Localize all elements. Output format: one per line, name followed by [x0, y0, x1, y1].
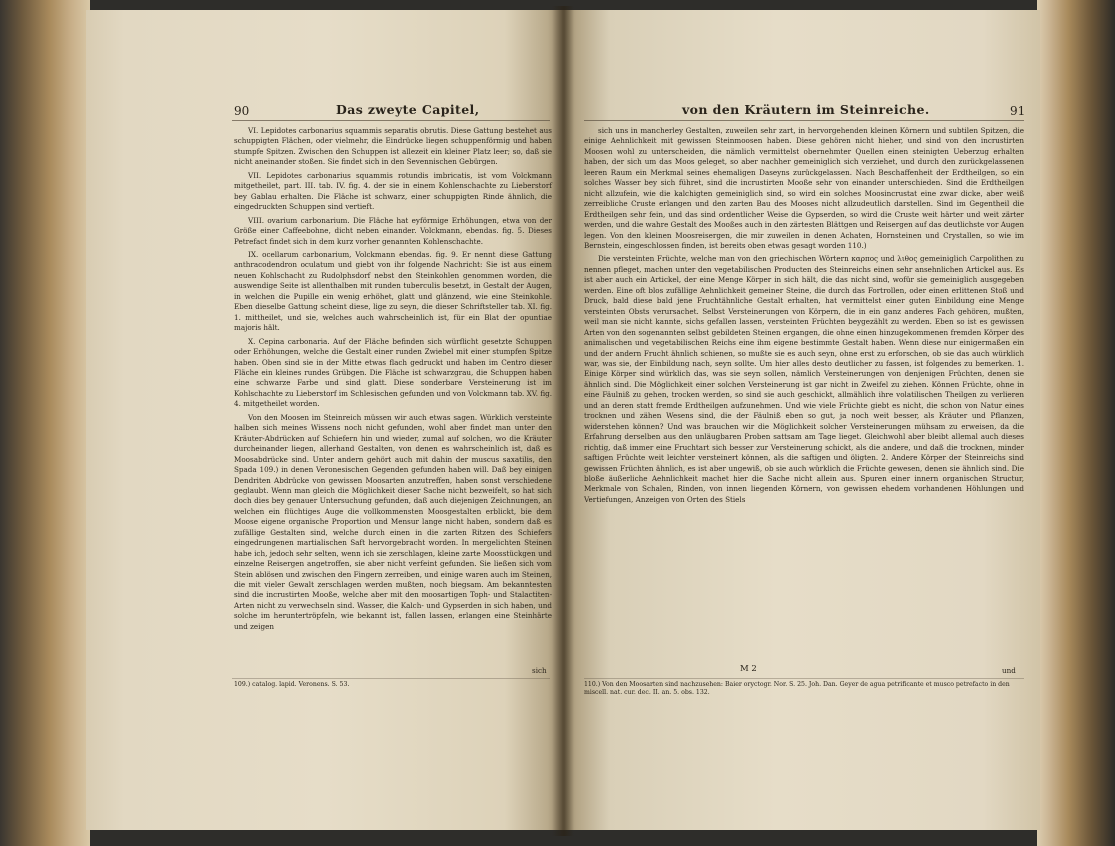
- page-number: 90: [234, 104, 250, 118]
- running-head: von den Kräutern im Steinreiche.: [682, 102, 930, 117]
- header-rule: [584, 120, 1024, 121]
- paragraph: Die versteinten Früchte, welche man von den griechischen Wörtern καρπος und λιθος gemeiniglich Carpolithen zu nennen pfleget, machen unter den vegetabilischen Producten des Steinreichs einen sehr ansehnlichen Artickel aus. Es ist aber auch ein Artickel, der eine Menge Körper in sich hält, die das nicht sind, wofür sie gemeiniglich ausgegeben werden. Eine oft blos zufällige Aehnlichkeit gemeiner Steine, die durch das Fortrollen, oder einen erlittenen Stoß und Druck, bald diese bald jene Fruchtähnliche Gestalt erhalten, hat vermittelst einer guten Einbildung eine Menge versteinten Obsts verursachet. Selbst Versteinerungen von Körpern, die in ein ganz anderes Fach gehören, mußten, weil man sie nicht kannte, sichs gefallen lassen, versteinten Früchten beygezählt zu werden. Eben so ist es gewissen Arten von den sogenannten selbst gebildeten Steinen ergangen, die ohne einen hinzugekommenen fremden Körper des animalischen und vegetabilischen Reichs eine ihm eigene bestimmte Gestalt haben. Wenn diese nur einigermaßen ein und der andern Frucht ähnlich schienen, so mußte sie es auch seyn, ohne erst zu erforschen, ob sie das auch würklich war, was sie, der Einbildung nach, seyn sollte. Um hier alles desto deutlicher zu fassen, ist folgendes zu bemerken. 1. Einige Körper sind würklich das, was sie seyn sollen, nämlich Versteinerungen von denjenigen Früchten, denen sie ähnlich sind. Die Möglichkeit einer solchen Versteinerung ist gar nicht in Zweifel zu ziehen. Können Früchte, ohne in eine Fäulniß zu gehen, trocken werden, so sind sie auch geschickt, allmählich ihre volatilischen Theilgen zu verlieren und an deren statt fremde Erdtheilgen aufzunehmen. Und wie viele Früchte giebt es nicht, die schon von Natur eines trocknen und zähen Wesens sind, die der Fäulniß eben so gut, ja noch weit besser, als Kräuter und Pflanzen, widerstehen können? Und was brauchen wir die Möglichkeit solcher Versteinerungen mühsam zu erweisen, da die Erfahrung derselben aus den unläugbaren Proben sattsam am Tage lieget. Gleichwohl aber bleibt allemal auch dieses richtig, daß immer eine Fruchtart sich besser zur Versteinerung schickt, als die andere, und daß die trocknen, minder saftigen Früchte weit leichter versteinert können, als die saftigen und öligten. 2. Andere Körper der Steinreichs sind gewissen Früchten ähnlich, es ist aber ungewiß, ob sie auch würklich die Früchte gewesen, denen sie ähnlich sind. Die bloße äußerliche Aehnlichkeit machet hier die Sache nicht allein aus. Spuren einer innern organischen Structur, Merkmale von Schalen, Rinden, von innen liegenden Körnern, von gewissen ehedem vorhandenen Höhlungen und Vertiefungen, Anzeigen von Orten des Stiels: [584, 254, 1024, 504]
- text-block: [584, 126, 1024, 506]
- right-page-edges: [1037, 0, 1115, 846]
- footnote: 109.) catalog. lapid. Veronens. S. 53.: [234, 681, 350, 688]
- footnote-rule: [232, 678, 550, 679]
- paragraph: IX. ocellarum carbonarium, Volckmann ebendas. fig. 9. Er nennt diese Gattung anthracodendron oculatum und giebt von ihr folgende Nachricht: Sie ist aus einem neuen Kohlschacht zu Rudolphsdorf nebst den Steinkohlen genommen worden, die auswendige Seite ist allenthalben mit runden tuberculis besetzt, in Gestalt der Augen, in welchen die Pupille ein wenig erhöhet, glatt und glänzend, wie eine Steinkohle. Eben dieselbe Gattung scheint diese, lige zu seyn, die dieser Schriftsteller tab. XI. fig. 1. mittheilet, und sie, welches auch wahrscheinlich ist, für ein Blat der opuntiae majoris hält.: [234, 249, 552, 333]
- signature-mark: M 2: [740, 664, 757, 674]
- paragraph: X. Cepina carbonaria. Auf der Fläche befinden sich würflicht gesetzte Schuppen oder Erhöhungen, welche die Gestalt einer runden Zwiebel mit einer stumpfen Spitze haben. Oben sind sie in der Mitte etwas flach gedruckt und haben im Centro dieser Fläche ein kleines rundes Grübgen. Die Fläche ist schwarzgrau, die Schuppen haben eine schwarze Farbe und sind glatt. Diese sonderbare Versteinerung ist im Kohlschachte zu Lieberstorf im Schlesischen gefunden und von Volckmann tab. XV. fig. 4. mitgetheilet worden.: [234, 336, 552, 409]
- paragraph: Von den Moosen im Steinreich müssen wir auch etwas sagen. Würklich versteinte halben sich meines Wissens noch nicht gefunden, wohl aber findet man unter den Kräuter-Abdrücken auf Schiefern hin und wieder, zumal auf solchen, wo die Kräuter durcheinander liegen, allerhand Gestalten, von denen es wahrscheinlich ist, daß es Moosabdrücke sind. Unter andern gehört auch mit dahin der muscus saxatilis, den Spada 109.) in denen Veronesischen Gegenden gefunden haben will. Daß bey einigen Dendriten Abdrücke von gewissen Moosarten anzutreffen, haben sonst verschiedene geglaubt. Wenn man gleich die Möglichkeit dieser Sache nicht bezweifelt, so hat sich doch dies bey genauer Untersuchung gefunden, daß auch diejenigen Zeichnungen, an welchen ein flüchtiges Auge die vollkommensten Moosgestalten erblickt, bie dem Moose eigene organische Proportion und Mensur lange nicht haben, sondern daß es zufällige Gestalten sind, welche durch einen in die zarten Ritzen des Schiefers eingedrungenen martialischen Saft hervorgebracht worden. In mergelichten Steinen habe ich, jedoch sehr selten, wenn ich sie zerschlagen, kleine zarte Moosstückgen und einzelne Reisergen angetroffen, sie aber nicht verfeint gefunden. Sie ließen sich vom Stein ablösen und zwischen den Fingern zerreiben, und einige waren auch im Steinen, die mit vieler Gewalt zerschlagen werden mußten, noch biegsam. Am bekanntesten sind die incrustirten Mooße, welche aber mit den moosartigen Toph- und Stalactiten-Arten nicht zu verwechseln sind. Wasser, die Kalch- und Gypserden in sich haben, und solche im heruntertröpfeln, wie bekannt ist, fallen lassen, erlangen eine Steinhärte und zeigen: [234, 412, 552, 631]
- left-page: [86, 10, 562, 830]
- footnote: 110.) Von den Moosarten sind nachzusehen: Baier oryctogr. Nor. S. 25. Joh. Dan. Geyer de agua petrificante et musco petrefacto in den miscell. nat. cur. dec. II. an. 5. obs. 132.: [584, 681, 1010, 696]
- text-block: [234, 126, 552, 633]
- paragraph: VI. Lepidotes carbonarius squammis separatis obrutis. Diese Gattung bestehet aus schuppigten Flächen, oder vielmehr, die Eindrücke liegen schuppenförmig und haben stumpfe Spitzen. Zwischen den Schuppen ist allezeit ein kleiner Platz leer; so, daß sie nicht aneinander stoßen. Sie findet sich in den Sevennischen Gebürgen.: [234, 126, 552, 167]
- paragraph: VII. Lepidotes carbonarius squammis rotundis imbricatis, ist vom Volckmann mitgetheilet, part. III. tab. IV. fig. 4. der sie in einem Kohlenschachte zu Lieberstorf bey Gablau erhalten. Die Fläche ist schwarz, einer schuppigten Rinde ähnlich, die eingedruckten Schuppen sind vertieft.: [234, 170, 552, 212]
- right-page: [562, 10, 1040, 830]
- header-rule: [232, 120, 550, 121]
- running-head: Das zweyte Capitel,: [336, 102, 480, 117]
- paragraph: sich uns in mancherley Gestalten, zuweilen sehr zart, in hervorgehenden kleinen Körnern und subtilen Spitzen, die einige Aehnlichkeit mit gewissen Steinmoosen haben. Diese gehören nicht hieher, und sind von den incrustirten Moosen wohl zu unterscheiden, die nämlich vermittelst obernehmter Quellen einen steinigten Ueberzug erhalten haben, der sich um das Moos geleget, so aber nachher gemeiniglich sich verziehet, und durch den zurückgelassenen leeren Raum ein Merkmal seines ehemaligen Daseyns zurückgelassen. Nach Beschaffenheit der Erdtheilgen, so ein solches Wasser bey sich führet, sind die incrustirten Mooße sehr von einander unterschieden. Sind die Erdtheilgen nicht allzufein, wie die kalchigten gemeiniglich sind, so wird ein solches Moosincrustat eine zwar dicke, aber weiß zerreibliche Cruste erlangen und den zarten Bau des Mooses nicht allzudeutlich darstellen. Sind im Gegentheil die Erdtheilgen sehr fein, und das sind ordentlicher Weise die Gypserden, so wird die Cruste weit härter und weit zärter werden, und die wahre Gestalt des Mooßes auch in den zärtesten Blättgen und Reisergen auf das deutlichste vor Augen legen. Von den kleinen Moosreisergen, die mir zuweilen in denen Achaten, Hornsteinen und Crystallen, so wie im Bernstein, eingeschlossen finden, ist bereits oben etwas gesagt worden 110.): [584, 126, 1024, 250]
- left-page-edges: [0, 0, 90, 846]
- catchword: und: [1002, 666, 1016, 675]
- page-number: 91: [1010, 104, 1026, 118]
- paragraph: VIII. ovarium carbonarium. Die Fläche hat eyförmige Erhöhungen, etwa von der Größe einer Caffeebohne, dicht neben einander. Volckmann, ebendas. fig. 5. Dieses Petrefact findet sich in dem kurz vorher genannten Kohlenschachte.: [234, 215, 552, 246]
- footnote-rule: [584, 678, 1024, 679]
- catchword: sich: [532, 666, 547, 675]
- book-gutter: [552, 6, 574, 836]
